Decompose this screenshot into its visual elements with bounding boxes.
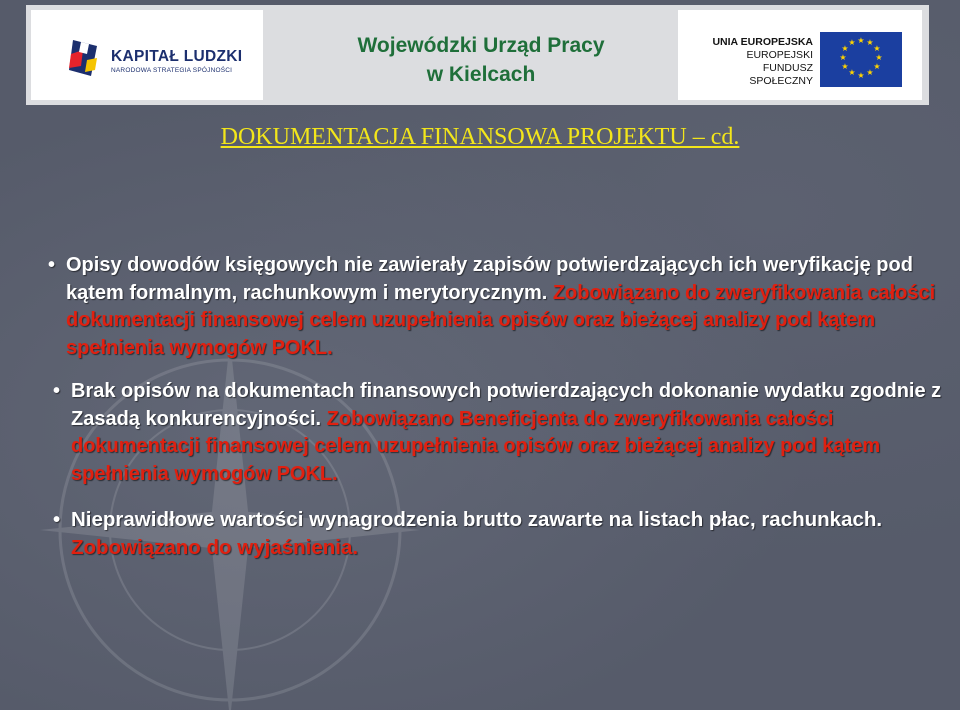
kapital-ludzki-logo bbox=[31, 10, 263, 100]
svg-text:★: ★ bbox=[857, 71, 865, 80]
bullet-3-finding: Nieprawidłowe wartości wynagrodzenia brutto zawarte na listach płac, rachunkach. bbox=[71, 508, 883, 531]
eu-logo-line2: EUROPEJSKI bbox=[746, 49, 813, 61]
office-title-line2: w Kielcach bbox=[426, 63, 536, 86]
office-title bbox=[286, 31, 676, 89]
document-title: DOKUMENTACJA FINANSOWA PROJEKTU – cd. bbox=[220, 124, 740, 150]
bullet-2-recommendation: Zobowiązano Beneficjenta do zweryfikowania całości dokumentacji finansowej celem uzupełnienia opisów oraz bieżącej analizy pod kątem spełnienia wymogów POKL. bbox=[71, 407, 881, 485]
svg-text:★: ★ bbox=[841, 44, 849, 53]
bullet-3-recommendation: Zobowiązano do wyjaśnienia. bbox=[71, 535, 359, 559]
svg-text:★: ★ bbox=[866, 68, 874, 77]
svg-text:★: ★ bbox=[848, 68, 856, 77]
svg-text:★: ★ bbox=[841, 62, 849, 71]
eu-logo-line3: FUNDUSZ SPOŁECZNY bbox=[749, 62, 813, 87]
kapital-ludzki-mark-icon bbox=[67, 36, 101, 80]
bullet-item-2 bbox=[53, 378, 948, 488]
svg-text:★: ★ bbox=[873, 62, 881, 71]
svg-text:★: ★ bbox=[873, 44, 881, 53]
bullet-2-finding: Brak opisów na dokumentach finansowych potwierdzających dokonanie wydatku zgodnie z Zasadą konkurencyjności. bbox=[71, 380, 942, 430]
svg-text:★: ★ bbox=[866, 38, 874, 47]
office-title-line1: Wojewódzki Urząd Pracy bbox=[357, 34, 605, 57]
eu-logo bbox=[678, 10, 922, 100]
eu-flag-icon bbox=[820, 32, 902, 87]
bullet-dot-icon: • bbox=[53, 380, 61, 402]
header-band bbox=[26, 5, 929, 105]
bullet-dot-icon: • bbox=[53, 508, 61, 531]
svg-text:★: ★ bbox=[848, 38, 856, 47]
bullet-item-1 bbox=[48, 252, 948, 362]
bullet-list bbox=[48, 252, 948, 561]
svg-text:★: ★ bbox=[875, 53, 883, 62]
kapital-ludzki-subtitle: NARODOWA STRATEGIA SPÓJNOŚCI bbox=[111, 67, 233, 74]
svg-text:★: ★ bbox=[857, 36, 865, 45]
bullet-item-3 bbox=[53, 506, 948, 561]
bullet-1-finding: Opisy dowodów księgowych nie zawierały zapisów potwierdzających ich weryfikację pod kątem formalnym, rachunkowym i merytorycznym. bbox=[66, 254, 913, 304]
eu-logo-line1: UNIA EUROPEJSKA bbox=[712, 36, 813, 48]
eu-logo-text bbox=[698, 36, 813, 88]
bullet-1-recommendation: Zobowiązano do zweryfikowania całości dokumentacji finansowej celem uzupełnienia opisów oraz bieżącej analizy pod kątem spełnienia wymogów POKL. bbox=[66, 281, 936, 359]
svg-text:★: ★ bbox=[839, 53, 847, 62]
bullet-dot-icon: • bbox=[48, 254, 56, 276]
kapital-ludzki-title: KAPITAŁ LUDZKI bbox=[111, 48, 243, 65]
